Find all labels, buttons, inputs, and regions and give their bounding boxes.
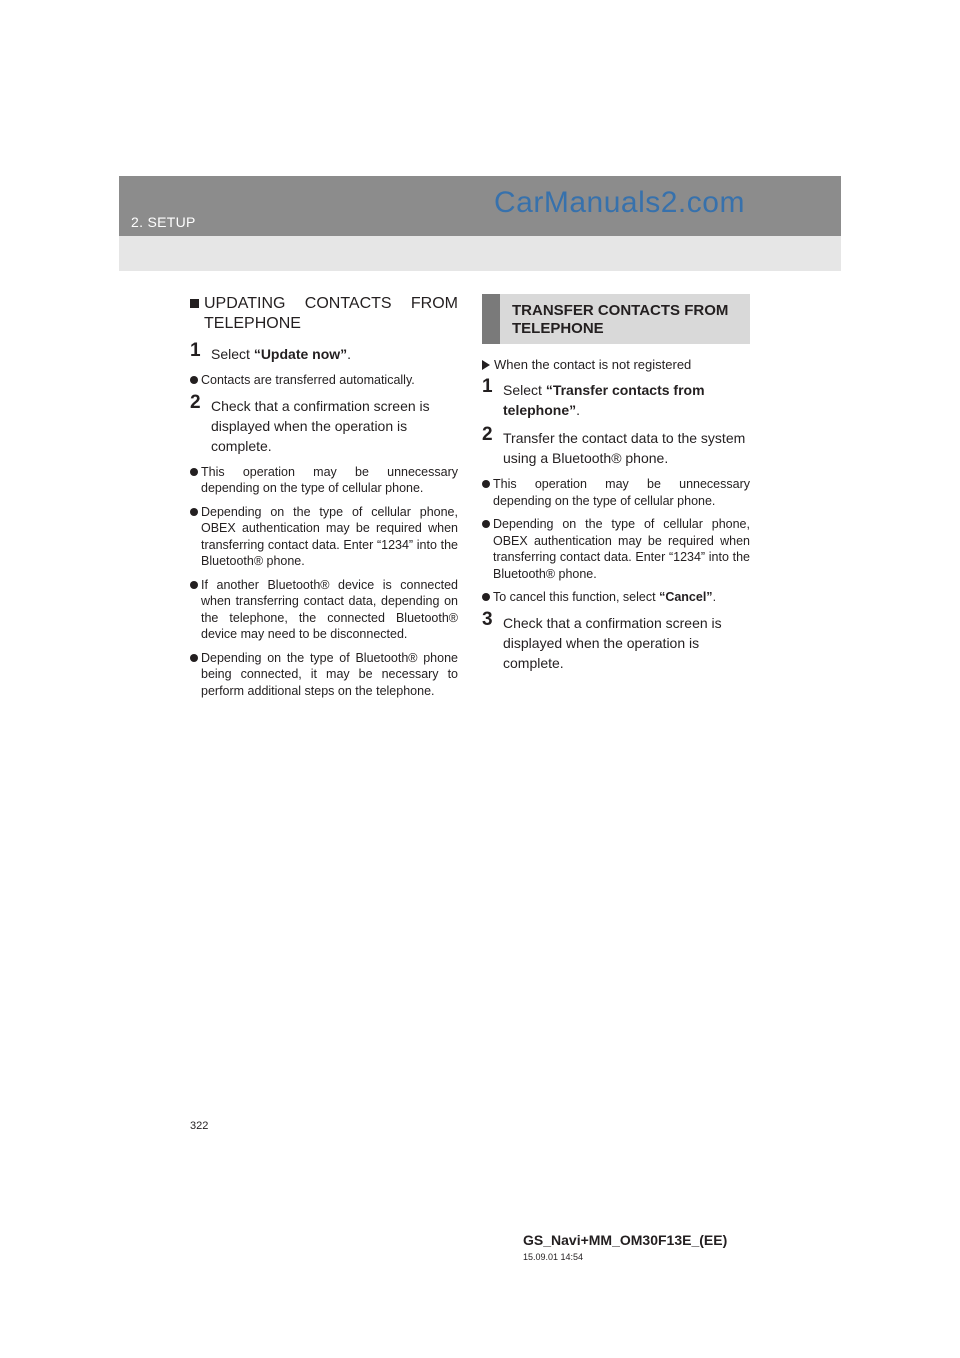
bullet-dot-icon <box>482 480 490 488</box>
document-code: GS_Navi+MM_OM30F13E_(EE) <box>523 1232 728 1248</box>
note-bullet <box>190 504 458 570</box>
step-text-end: . <box>347 346 352 362</box>
note-bullet <box>190 577 458 643</box>
note-text: Depending on the type of cellular phone, OBEX authentication may be required when transferring contact data. Enter “1234” into the Bluetooth® phone. <box>201 504 458 568</box>
header-sub-band <box>119 236 841 271</box>
note-action: “Cancel” <box>659 590 713 604</box>
step-2 <box>482 424 750 468</box>
triangle-arrow-icon <box>482 360 490 370</box>
step-1 <box>190 340 458 364</box>
section-heading-text: TRANSFER CONTACTS FROM TELEPHONE <box>512 302 729 337</box>
left-column <box>190 294 458 706</box>
square-bullet-icon <box>190 299 199 308</box>
bullet-dot-icon <box>482 593 490 601</box>
step-2 <box>190 391 458 456</box>
watermark-logo: CarManuals2.com <box>494 186 745 219</box>
step-1 <box>482 376 750 420</box>
condition-text: When the contact is not registered <box>494 357 692 372</box>
bullet-dot-icon <box>190 508 198 516</box>
note-text: This operation may be unnecessary depending on the type of cellular phone. <box>201 464 458 495</box>
note-text: To cancel this function, select <box>493 590 660 604</box>
step-number: 2 <box>482 424 493 445</box>
note-bullet <box>190 464 458 497</box>
note-text: Depending on the type of Bluetooth® phone being connected, it may be necessary to perform additional steps on the telephone. <box>201 650 458 698</box>
note-bullet <box>482 476 750 509</box>
step-text: Check that a confirmation screen is displayed when the operation is complete. <box>503 614 722 671</box>
note-text: Depending on the type of cellular phone, OBEX authentication may be required when transferring contact data. Enter “1234” into the Bluetooth® phone. <box>493 517 750 581</box>
right-column <box>482 294 750 681</box>
subsection-heading-text: UPDATING CONTACTS FROM TELEPHONE <box>204 295 458 332</box>
step-text: Select <box>503 382 546 398</box>
note-bullet <box>190 650 458 700</box>
page-number: 322 <box>190 1120 209 1132</box>
section-label: 2. SETUP <box>131 214 196 230</box>
note-text: Contacts are transferred automatically. <box>201 373 415 387</box>
step-text-end: . <box>576 402 581 418</box>
note-text: If another Bluetooth® device is connected when transferring contact data, depending on the telephone, the connected Bluetooth® device may need to be disconnected. <box>201 577 458 641</box>
note-bullet <box>482 589 750 606</box>
heading-stripe <box>482 294 500 344</box>
note-bullet <box>190 372 458 389</box>
bullet-dot-icon <box>190 376 198 384</box>
step-text: Transfer the contact data to the system using a Bluetooth® phone. <box>503 430 746 466</box>
step-number: 3 <box>482 608 493 630</box>
step-action: “Update now” <box>253 346 348 362</box>
note-text-end: . <box>712 590 717 604</box>
step-number: 1 <box>190 340 201 361</box>
bullet-dot-icon <box>190 468 198 476</box>
step-action: “Transfer contacts from telephone” <box>503 382 705 418</box>
section-heading-box <box>482 294 750 344</box>
bullet-dot-icon <box>190 581 198 589</box>
step-text: Check that a confirmation screen is displayed when the operation is complete. <box>211 397 430 454</box>
bullet-dot-icon <box>482 520 490 528</box>
note-text: This operation may be unnecessary depending on the type of cellular phone. <box>493 477 750 508</box>
note-bullet <box>482 516 750 582</box>
condition-line <box>482 356 750 374</box>
subsection-heading <box>190 294 458 334</box>
step-number: 2 <box>190 391 201 413</box>
step-text: Select <box>211 346 254 362</box>
print-date: 15.09.01 14:54 <box>523 1252 584 1262</box>
bullet-dot-icon <box>190 654 198 662</box>
step-number: 1 <box>482 376 493 397</box>
step-3 <box>482 608 750 673</box>
